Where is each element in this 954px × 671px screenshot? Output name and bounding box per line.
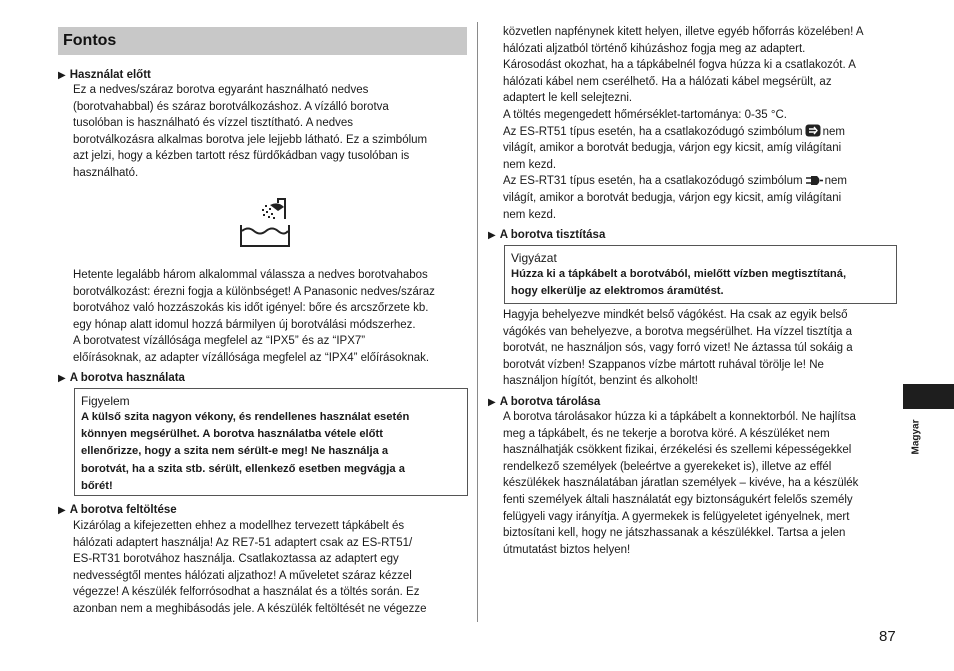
cleaning-text: Hagyja behelyezve mindkét belső vágókést. Ha csak az egyik belső vágókés van behelyezve, a borotva megsérülhet. Ha vízzel tisztítja a borotvát, ne használjon sós, vagy forró vizet! Ne áztassa túl sokáig a borotvát vízben! Szappanos vízbe mártott ruhával törölje le! Ne használjon hígítót, benzint és alkoholt! <box>503 309 853 388</box>
warning-box-vigyazat: Vigyázat Húzza ki a tápkábelt a borotvából, mielőtt vízben megtisztítaná, hogy elkerülje az elektromos áramütést. <box>504 245 897 304</box>
heading-usage-before: ▶ Használat előtt <box>58 67 151 84</box>
charging-text: Kizárólag a kifejezetten ehhez a modellhez tervezett tápkábelt és hálózati adaptert használja! Az RE7-51 adaptert csak az ES-RT51/ ES-RT31 borotvához használja. Csatlakoztassa az adaptert egy nedvességtől mentes hálózati aljzathoz! A műveletet száraz kézzel végezze! A készülék felforrósodhat a használat és a töltés során. Ez azonban nem a meghibásodás jele. A készülék feltöltését ne végezze <box>73 520 427 615</box>
arrow-bullet-icon: ▶ <box>488 230 496 241</box>
rt51-line: Az ES-RT51 típus esetén, ha a csatlakozódugó szimbólum nem <box>503 125 845 138</box>
page-number: 87 <box>879 628 896 645</box>
usage-before-text: Ez a nedves/száraz borotva egyaránt használható nedves (borotvahabbal) és száraz borotválkozáshoz. A vízálló borotva tusolóban is használható és vízzel tisztítható. A nedves borotválkozásra alkalmas borotva jele lejjebb látható. Ez a szimbólum azt jelzi, hogy a kézben tartott rész fürdőkádban vagy tusolóban is használható. <box>73 84 428 179</box>
heading-cleaning: ▶ A borotva tisztítása <box>488 227 605 244</box>
box-title: Vigyázat <box>511 251 557 265</box>
rt31-line: Az ES-RT31 típus esetén, ha a csatlakozódugó szimbólum nem <box>503 175 847 188</box>
warning-box-figyelem: Figyelem A külső szita nagyon vékony, és rendellenes használat esetén könnyen megsérülhet. A borotva használatba vétele előtt ellenőrizze, hogy a szita nem sérült-e meg! Ne használja a borotvát, ha a szita stb. sérült, ellenkező esetben megvágja a bőrét! <box>74 388 468 496</box>
heading-usage: ▶ A borotva használata <box>58 370 185 387</box>
arrow-bullet-icon: ▶ <box>58 373 66 384</box>
column-divider <box>477 22 478 622</box>
language-tab-marker <box>903 384 954 409</box>
usage-before-text-2: Hetente legalább három alkalommal válassza a nedves borotvahabos borotválkozást: érezni fogja a különbséget! A Panasonic nedves/száraz borotvához való hozzászokás kis időt igényel: bőre és arcszőrzete kb. egy hónap alatt idomul hozzá bármilyen új borotválási módszerhez. A borotvatest vízállósága megfelel az “IPX5” és az “IPX7” előírásoknak, az adapter vízállósága megfelel az “IPX4” előírásoknak. <box>73 269 435 364</box>
arrow-bullet-icon: ▶ <box>58 70 66 81</box>
charging-text-cont: közvetlen napfénynek kitett helyen, illetve egyéb hőforrás közelében! A hálózati aljzatból történő kihúzáshoz fogja meg az adaptert. Károsodást okozhat, ha a tápkábelnél fogva húzza ki a csatlakozót. A hálózati kábel nem cserélhető. Ha a hálózati kábel megsérült, az adaptert le kell selejtezni. A töltés megengedett hőmérséklet-tartománya: 0-35 °C. Az ES-RT51 típus esetén, ha a csatlakozódugó szimbólum nem világít, amikor a borotvát bedugja, várjon egy kicsit, amíg világítani nem kezd. Az ES-RT31 típus esetén, ha a csatlakozódugó szimbólum nem világít, amikor a borotvát bedugja, várjon egy kicsit, amíg világítani nem kezd. <box>503 26 864 221</box>
section-title: Fontos <box>58 27 467 55</box>
heading-charging: ▶ A borotva feltöltése <box>58 502 177 519</box>
storage-text: A borotva tárolásakor húzza ki a tápkábelt a konnektorból. Ne hajlítsa meg a tápkábelt, és ne tekerje a borotva köré. A készüléket nem használhatják csökkent fizikai, érzékelési és szellemi képességekkel rendelkező személyek (beleértve a gyerekeket is), illetve az effél készülékek használatában járatlan személyek – kivéve, ha a készülék fenti személyek általi használatát egy biztonságukért felelős személy felügyeli vagy irányítja. A gyermekek is felügyeletet igényelnek, mert biztosítani kell, hogy ne játszhassanak a készülékkel. Tartsa a jelen útmutatást biztos helyen! <box>503 411 859 556</box>
language-label: Magyar <box>910 419 922 455</box>
plug-symbol-rt31-icon <box>805 175 823 186</box>
plug-symbol-rt51-icon <box>805 124 821 137</box>
box-title: Figyelem <box>81 394 130 408</box>
heading-storage: ▶ A borotva tárolása <box>488 394 600 411</box>
arrow-bullet-icon: ▶ <box>488 397 496 408</box>
shower-bath-wet-use-icon <box>238 197 292 249</box>
arrow-bullet-icon: ▶ <box>58 505 66 516</box>
